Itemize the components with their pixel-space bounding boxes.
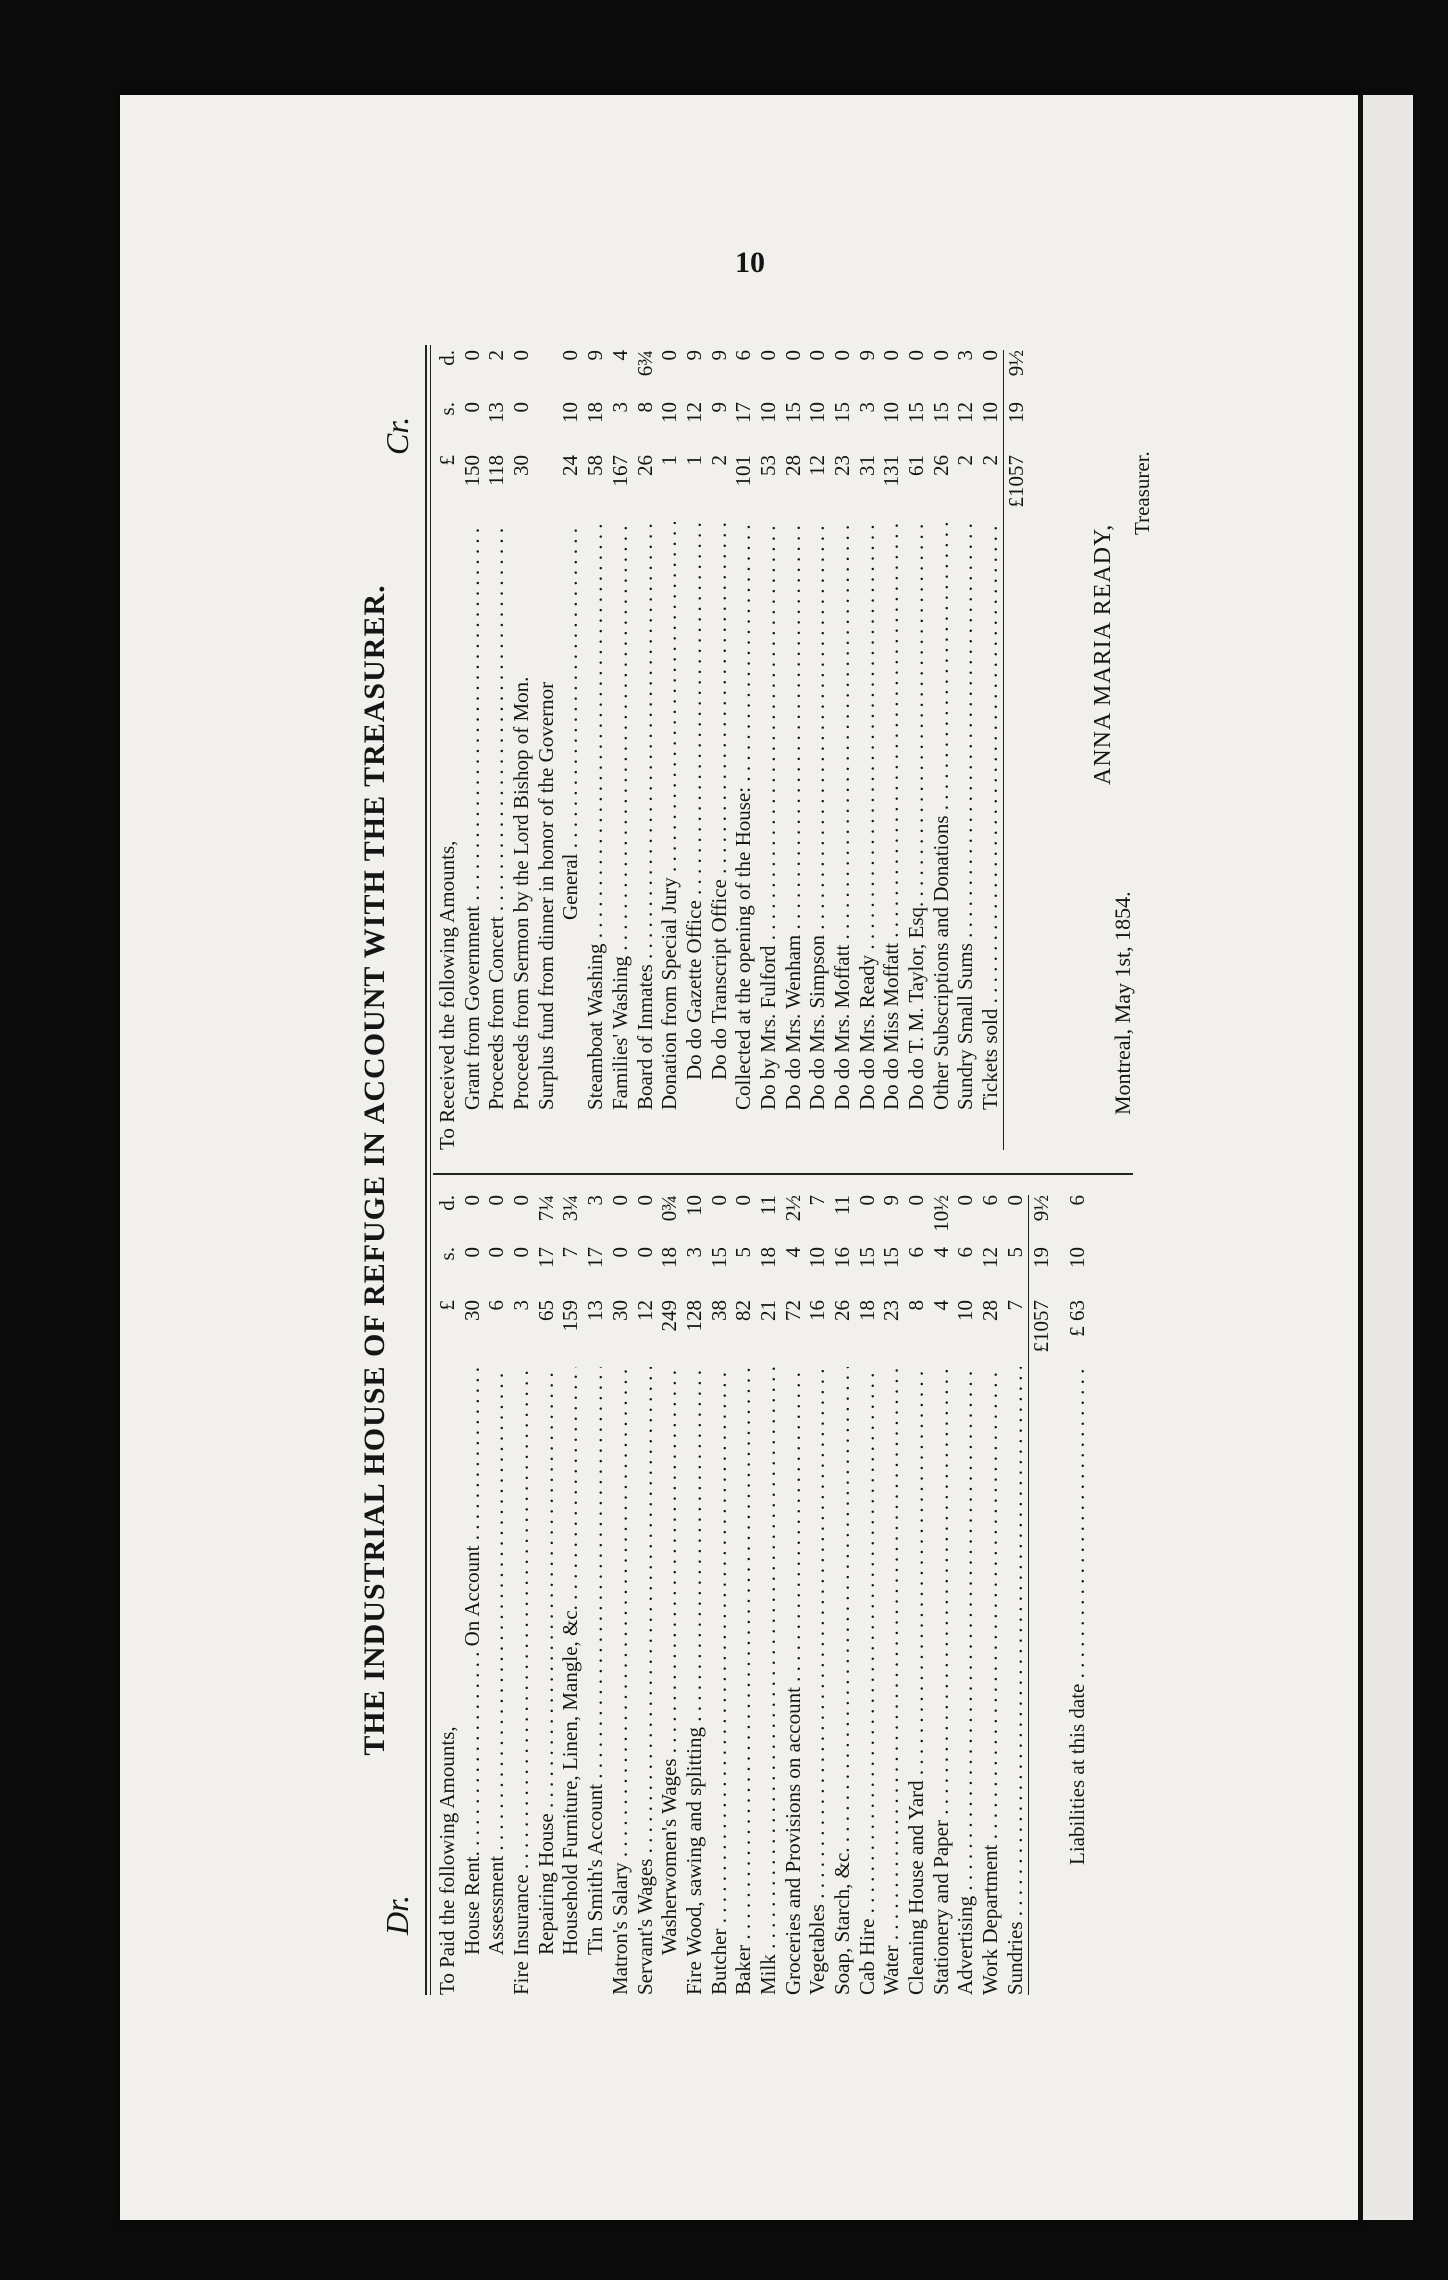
- pence-header: d.: [435, 1195, 459, 1211]
- credit-ledger-row: [731, 350, 756, 1150]
- credit-item-label: Sundry Small Sums . . .: [953, 522, 978, 1150]
- debit-item-pence: 0: [904, 1195, 929, 1206]
- credit-item-label: Families' Washing . . .: [608, 522, 633, 1150]
- credit-item-pence: 0: [657, 350, 682, 361]
- debit-item-shillings: 7: [558, 1247, 583, 1258]
- debit-item-pence: 0: [953, 1195, 978, 1206]
- credit-ledger-row: [509, 350, 534, 1150]
- debit-item-pence: 10: [681, 1195, 706, 1216]
- credit-item-pounds: 2: [706, 455, 731, 466]
- debit-item-pounds: 28: [978, 1300, 1003, 1321]
- credit-ledger-row: [657, 350, 682, 1150]
- debit-column: [435, 1195, 1090, 1995]
- credit-ledger-row: [608, 350, 633, 1150]
- debit-item-pounds: 10: [953, 1300, 978, 1321]
- credit-item-shillings: 15: [780, 402, 805, 423]
- credit-ledger-row: [682, 350, 707, 1150]
- debit-item-label: Repairing House . . .: [534, 1367, 559, 1995]
- debit-ledger-row: [781, 1195, 806, 1995]
- credit-item-shillings: 10: [978, 402, 1003, 423]
- debit-item-shillings: 18: [657, 1247, 682, 1268]
- debit-item-pence: 11: [830, 1195, 854, 1216]
- credit-ledger-row: [633, 350, 658, 1150]
- debit-item-pounds: 38: [706, 1300, 731, 1321]
- credit-item-label: Steamboat Washing . . .: [583, 522, 608, 1150]
- debit-item-pence: 0: [509, 1195, 534, 1206]
- debit-item-pence: 0¾: [657, 1195, 682, 1222]
- credit-item-shillings: 15: [830, 402, 854, 423]
- page-number: 10: [735, 246, 765, 279]
- debit-item-pounds: 128: [681, 1300, 706, 1332]
- credit-ledger-row: [904, 350, 929, 1150]
- credit-item-pence: 9: [681, 350, 706, 361]
- debit-item-pounds: 82: [731, 1300, 756, 1321]
- credit-item-shillings: 13: [484, 402, 509, 423]
- credit-item-shillings: 0: [459, 402, 484, 413]
- credit-item-shillings: 9: [706, 402, 731, 413]
- debit-item-label: Cleaning House and Yard . . .: [904, 1367, 929, 1995]
- credit-item-shillings: 12: [681, 402, 706, 423]
- credit-item-pounds: 24: [558, 455, 583, 476]
- debit-item-pounds: 23: [879, 1300, 904, 1321]
- debit-item-shillings: 0: [509, 1247, 534, 1258]
- debit-item-pence: 0: [607, 1195, 632, 1206]
- debit-item-shillings: 4: [928, 1247, 953, 1258]
- debit-ledger-row: [805, 1195, 830, 1995]
- debit-item-pence: 3: [583, 1195, 608, 1206]
- treasurer-title: Treasurer.: [1130, 451, 1154, 535]
- debit-item-pence: 3¼: [558, 1195, 583, 1222]
- debit-heading: To Paid the following Amounts,: [435, 1726, 459, 1995]
- credit-ledger-row: [953, 350, 978, 1150]
- credit-item-shillings: 8: [632, 402, 657, 413]
- debit-item-pence: 6: [978, 1195, 1003, 1206]
- credit-item-pounds: 101: [731, 455, 756, 487]
- debit-item-pounds: 65: [533, 1300, 558, 1321]
- credit-item-label: Proceeds from Sermon by the Lord Bishop of Mon.: [509, 676, 534, 1110]
- debit-ledger-row: [484, 1195, 509, 1995]
- debit-item-pounds: 72: [780, 1300, 805, 1321]
- credit-item-pounds: 23: [830, 455, 854, 476]
- credit-item-pounds: 26: [632, 455, 657, 476]
- credit-item-label: Surplus fund from dinner in honor of the Governor: [533, 681, 558, 1110]
- debit-item-pounds: 30: [607, 1300, 632, 1321]
- debit-item-label: Cab Hire . . .: [855, 1367, 880, 1995]
- credit-side-label: Cr.: [379, 416, 415, 455]
- credit-item-label: General . . .: [558, 522, 583, 1150]
- credit-item-pence: 0: [509, 350, 534, 361]
- page-title: THE INDUSTRIAL HOUSE OF REFUGE IN ACCOUNT WITH THE TREASURER.: [358, 584, 391, 1756]
- debit-item-pounds: 4: [928, 1300, 953, 1311]
- debit-item-pounds: 18: [854, 1300, 879, 1321]
- credit-item-label: Do by Mrs. Fulford . . .: [756, 522, 781, 1150]
- debit-item-pounds: 16: [805, 1300, 830, 1321]
- credit-item-pence: 0: [780, 350, 805, 361]
- credit-ledger-row: [929, 350, 954, 1150]
- debit-item-label: Butcher . . .: [707, 1367, 732, 1995]
- credit-item-pence: 0: [558, 350, 583, 361]
- debit-item-pounds: 8: [904, 1300, 929, 1311]
- treasurer-signature: ANNA MARIA READY,: [1090, 523, 1116, 785]
- date-line: Montreal, May 1st, 1854.: [1110, 891, 1135, 1115]
- credit-item-label: Tickets sold . . .: [978, 522, 1003, 1150]
- debit-item-pence: 0: [731, 1195, 756, 1206]
- debit-ledger-row: [855, 1195, 880, 1995]
- credit-item-pounds: 26: [928, 455, 953, 476]
- credit-item-label: Do do Transcript Office . . .: [707, 522, 732, 1150]
- debit-rows: [460, 1195, 1029, 1995]
- debit-item-shillings: 3: [681, 1247, 706, 1258]
- credit-ledger-row: [978, 350, 1004, 1150]
- debit-ledger-row: [583, 1195, 608, 1995]
- debit-item-label: Assessment . . .: [484, 1367, 509, 1995]
- credit-pounds-header: £: [435, 455, 459, 466]
- debit-item-pounds: 159: [558, 1300, 583, 1332]
- debit-item-label: Washerwomen's Wages . . .: [657, 1367, 682, 1995]
- credit-item-pence: 0: [755, 350, 780, 361]
- credit-item-pounds: 58: [583, 455, 608, 476]
- debit-total-shillings: 19: [1028, 1247, 1053, 1268]
- debit-item-pence: 2½: [780, 1195, 805, 1222]
- debit-item-pence: 0: [854, 1195, 879, 1206]
- credit-item-shillings: 18: [583, 402, 608, 423]
- debit-item-label: Milk . . .: [756, 1367, 781, 1995]
- debit-item-shillings: 0: [607, 1247, 632, 1258]
- debit-total-row: [1029, 1195, 1054, 1995]
- credit-item-label: Do do Miss Moffatt . . .: [879, 522, 904, 1150]
- pounds-header: £: [435, 1300, 459, 1311]
- debit-total-pounds: £1057: [1028, 1300, 1053, 1353]
- credit-item-pence: 0: [879, 350, 904, 361]
- liabilities-pence: 6: [1065, 1195, 1090, 1206]
- credit-item-pounds: 2: [978, 455, 1003, 466]
- debit-item-pence: 0: [459, 1195, 484, 1206]
- debit-ledger-row: [657, 1195, 682, 1995]
- credit-item-pounds: 131: [879, 455, 904, 487]
- debit-item-shillings: 0: [484, 1247, 509, 1258]
- credit-shillings-header: s.: [435, 402, 459, 416]
- debit-item-label: Servant's Wages . . .: [633, 1367, 658, 1995]
- debit-item-shillings: 0: [459, 1247, 484, 1258]
- debit-item-label: Sundries . . .: [1003, 1367, 1028, 1995]
- debit-item-shillings: 5: [731, 1247, 756, 1258]
- adjacent-page-edge: [1358, 95, 1413, 2220]
- debit-item-pence: 7¼: [533, 1195, 558, 1222]
- debit-ledger-row: [756, 1195, 781, 1995]
- header-rule: [425, 345, 431, 1995]
- debit-item-pounds: 26: [830, 1300, 854, 1321]
- credit-item-pence: 0: [904, 350, 929, 361]
- credit-item-label: Do do Mrs. Ready . . .: [855, 522, 880, 1150]
- debit-ledger-row: [830, 1195, 855, 1995]
- credit-ledger-row: [756, 350, 781, 1150]
- credit-item-pence: 6¾: [632, 350, 657, 377]
- debit-item-shillings: 6: [953, 1247, 978, 1258]
- debit-ledger-row: [707, 1195, 732, 1995]
- credit-item-pence: 0: [459, 350, 484, 361]
- debit-item-pence: 9: [879, 1195, 904, 1206]
- debit-item-label: Work Department . . .: [978, 1367, 1003, 1995]
- credit-ledger-row: [534, 350, 559, 1150]
- credit-item-pence: 6: [731, 350, 756, 361]
- credit-item-shillings: 10: [879, 402, 904, 423]
- debit-ledger-row: [953, 1195, 978, 1995]
- credit-item-pence: 9: [583, 350, 608, 361]
- credit-item-pounds: 1: [657, 455, 682, 466]
- debit-item-label: Stationery and Paper . . .: [929, 1367, 954, 1995]
- credit-item-shillings: 15: [904, 402, 929, 423]
- debit-item-label: Soap, Starch, &c. . . .: [830, 1367, 855, 1995]
- credit-item-pounds: 31: [854, 455, 879, 476]
- debit-item-pounds: 21: [755, 1300, 780, 1321]
- debit-item-pence: 0: [632, 1195, 657, 1206]
- credit-item-pence: 0: [830, 350, 854, 361]
- credit-item-label: Collected at the opening of the House: . . .: [731, 522, 756, 1150]
- credit-item-pounds: 30: [509, 455, 534, 476]
- liabilities-row: [1065, 1195, 1090, 1995]
- credit-item-label: Proceeds from Concert . . .: [484, 522, 509, 1150]
- credit-heading: To Received the following Amounts,: [435, 840, 459, 1150]
- debit-item-label: Groceries and Provisions on account . . .: [781, 1367, 806, 1995]
- credit-item-pounds: 1: [681, 455, 706, 466]
- credit-item-label: Grant from Government . . .: [460, 522, 485, 1150]
- debit-item-shillings: 6: [904, 1247, 929, 1258]
- debit-item-label: Vegetables . . .: [805, 1367, 830, 1995]
- debit-item-label: Fire Insurance . . .: [509, 1367, 534, 1995]
- credit-ledger-row: [781, 350, 806, 1150]
- debit-item-label: Baker . . .: [731, 1367, 756, 1995]
- credit-item-shillings: 0: [509, 402, 534, 413]
- debit-item-pounds: 12: [632, 1300, 657, 1321]
- credit-item-shillings: 12: [953, 402, 978, 423]
- debit-item-shillings: 5: [1002, 1247, 1027, 1258]
- credit-item-label: Do do T. M. Taylor, Esq. . . .: [904, 522, 929, 1150]
- credit-ledger-row: [583, 350, 608, 1150]
- debit-item-label: Tin Smith's Account . . .: [583, 1367, 608, 1995]
- debit-ledger-row: [509, 1195, 534, 1995]
- credit-ledger-row: [879, 350, 904, 1150]
- credit-item-pounds: 2: [953, 455, 978, 466]
- debit-item-pounds: 6: [484, 1300, 509, 1311]
- credit-item-pence: 0: [928, 350, 953, 361]
- credit-item-label: Donation from Special Jury . . .: [657, 522, 682, 1150]
- account-statement: [355, 345, 1205, 1995]
- debit-ledger-row: [929, 1195, 954, 1995]
- debit-side-label: Dr.: [379, 1894, 415, 1935]
- credit-item-pence: 9: [854, 350, 879, 361]
- debit-item-shillings: 12: [978, 1247, 1003, 1268]
- credit-item-shillings: 3: [854, 402, 879, 413]
- liabilities-label: Liabilities at this date . . .: [1065, 1367, 1090, 1995]
- debit-item-label: Matron's Salary . . .: [608, 1367, 633, 1995]
- debit-ledger-row: [633, 1195, 658, 1995]
- debit-item-pence: 0: [706, 1195, 731, 1206]
- credit-column: [435, 350, 1029, 1150]
- debit-ledger-row: [558, 1195, 583, 1995]
- debit-item-shillings: 17: [583, 1247, 608, 1268]
- debit-item-pence: 0: [484, 1195, 509, 1206]
- credit-ledger-row: [558, 350, 583, 1150]
- credit-rows: [460, 350, 1004, 1150]
- credit-item-pounds: 118: [484, 455, 509, 486]
- debit-item-label: House Rent. . . . . . . . . . . . . . . . . . . . On Account . . .: [460, 1367, 485, 1995]
- debit-item-label: Water . . .: [879, 1367, 904, 1995]
- credit-item-label: Do do Mrs. Moffatt . . .: [830, 522, 855, 1150]
- credit-item-pounds: 28: [780, 455, 805, 476]
- credit-item-pounds: 61: [904, 455, 929, 476]
- debit-ledger-row: [460, 1195, 485, 1995]
- credit-item-label: Do do Mrs. Simpson . . .: [805, 522, 830, 1150]
- credit-item-pounds: 12: [805, 455, 830, 476]
- credit-item-shillings: 15: [928, 402, 953, 423]
- credit-item-shillings: 10: [657, 402, 682, 423]
- credit-item-pence: 3: [953, 350, 978, 361]
- credit-item-label: Board of Inmates . . .: [633, 522, 658, 1150]
- credit-item-shillings: 10: [558, 402, 583, 423]
- debit-item-pounds: 249: [657, 1300, 682, 1332]
- debit-item-pence: 11: [755, 1195, 780, 1216]
- debit-ledger-row: [534, 1195, 559, 1995]
- credit-ledger-row: [707, 350, 732, 1150]
- debit-ledger-row: [904, 1195, 929, 1995]
- liabilities-pounds: £ 63: [1065, 1300, 1090, 1337]
- credit-item-shillings: 10: [805, 402, 830, 423]
- credit-ledger-row: [855, 350, 880, 1150]
- debit-item-pence: 10½: [928, 1195, 953, 1232]
- credit-ledger-row: [460, 350, 485, 1150]
- debit-item-pence: 0: [1002, 1195, 1027, 1206]
- column-divider: [433, 1173, 1133, 1175]
- debit-ledger-row: [1003, 1195, 1029, 1995]
- debit-total-pence: 9½: [1028, 1195, 1053, 1222]
- liabilities-shillings: 10: [1065, 1247, 1090, 1268]
- debit-item-pounds: 30: [459, 1300, 484, 1321]
- credit-item-shillings: 10: [755, 402, 780, 423]
- debit-item-shillings: 4: [780, 1247, 805, 1258]
- debit-item-pounds: 3: [509, 1300, 534, 1311]
- credit-item-shillings: 17: [731, 402, 756, 423]
- credit-item-shillings: 3: [607, 402, 632, 413]
- debit-item-shillings: 16: [830, 1247, 854, 1268]
- credit-item-pence: 0: [805, 350, 830, 361]
- debit-heading-row: [435, 1195, 460, 1995]
- credit-item-pounds: 53: [755, 455, 780, 476]
- credit-item-pounds: 150: [459, 455, 484, 487]
- credit-item-pence: 9: [706, 350, 731, 361]
- credit-item-label: Other Subscriptions and Donations . . .: [929, 522, 954, 1150]
- debit-item-shillings: 15: [706, 1247, 731, 1268]
- debit-item-shillings: 10: [805, 1247, 830, 1268]
- debit-item-label: Household Furniture, Linen, Mangle, &c. . . .: [558, 1367, 583, 1995]
- credit-total-row: [1004, 350, 1029, 1150]
- debit-item-pounds: 13: [583, 1300, 608, 1321]
- credit-pence-header: d.: [435, 350, 459, 366]
- debit-item-label: Advertising . . .: [953, 1367, 978, 1995]
- credit-item-label: Do do Mrs. Wenham . . .: [781, 522, 806, 1150]
- debit-item-shillings: 18: [755, 1247, 780, 1268]
- debit-ledger-row: [608, 1195, 633, 1995]
- debit-item-shillings: 15: [854, 1247, 879, 1268]
- credit-total-pounds: £1057: [1003, 455, 1028, 508]
- debit-item-shillings: 17: [533, 1247, 558, 1268]
- credit-ledger-row: [484, 350, 509, 1150]
- credit-ledger-row: [805, 350, 830, 1150]
- credit-item-pence: 2: [484, 350, 509, 361]
- credit-heading-row: [435, 350, 460, 1150]
- credit-item-pence: 0: [978, 350, 1003, 361]
- debit-ledger-row: [879, 1195, 904, 1995]
- credit-item-pounds: 167: [607, 455, 632, 487]
- credit-item-label: Do do Gazette Office . . .: [682, 522, 707, 1150]
- credit-item-pence: 4: [607, 350, 632, 361]
- shillings-header: s.: [435, 1247, 459, 1261]
- debit-ledger-row: [978, 1195, 1003, 1995]
- credit-total-shillings: 19: [1003, 402, 1028, 423]
- credit-total-pence: 9½: [1003, 350, 1028, 377]
- debit-item-pounds: 7: [1002, 1300, 1027, 1311]
- debit-item-pence: 7: [805, 1195, 830, 1206]
- debit-item-shillings: 15: [879, 1247, 904, 1268]
- debit-ledger-row: [682, 1195, 707, 1995]
- debit-ledger-row: [731, 1195, 756, 1995]
- debit-item-shillings: 0: [632, 1247, 657, 1258]
- debit-item-label: Fire Wood, sawing and splitting . . .: [682, 1367, 707, 1995]
- credit-ledger-row: [830, 350, 855, 1150]
